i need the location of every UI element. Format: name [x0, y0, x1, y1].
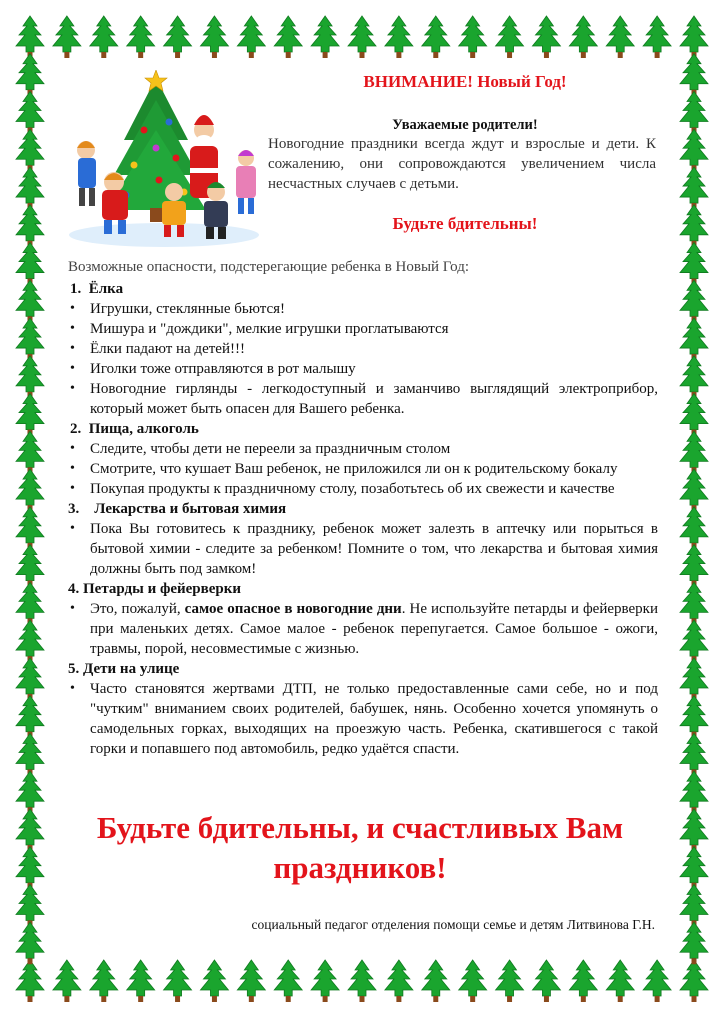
christmas-tree-icon [680, 167, 708, 209]
list-item: • Игрушки, стеклянные бьются! [70, 301, 286, 317]
section-number: 2. [70, 421, 82, 437]
christmas-tree-icon [385, 16, 413, 58]
christmas-tree-icon [16, 431, 44, 473]
christmas-tree-icon [16, 54, 44, 96]
christmas-tree-icon [459, 960, 487, 1002]
christmas-tree-icon [16, 696, 44, 738]
bullet-icon: • [70, 341, 75, 356]
christmas-tree-icon [16, 507, 44, 549]
child-far-right [236, 150, 256, 214]
christmas-tree-icon [16, 960, 44, 1002]
christmas-tree-icon [16, 129, 44, 171]
christmas-tree-icon [164, 16, 192, 58]
christmas-tree-icon [606, 16, 634, 58]
list-item: • Иголки тоже отправляются в рот малышу [70, 361, 356, 377]
section-number: 3. [68, 501, 80, 517]
section-items [68, 299, 658, 419]
bullet-icon: • [70, 681, 75, 696]
christmas-tree-icon [680, 771, 708, 813]
christmas-tree-icon [16, 545, 44, 587]
christmas-tree-icon [311, 16, 339, 58]
christmas-tree-icon [422, 960, 450, 1002]
section-title: Пища, алкоголь [88, 421, 199, 437]
christmas-tree-icon [680, 205, 708, 247]
christmas-tree-icon [643, 16, 671, 58]
christmas-tree-icon [496, 960, 524, 1002]
section-number: 1. [70, 281, 82, 297]
intro-paragraph: Новогодние праздники всегда ждут и взрослые и дети. К сожалению, они сопровождаются увеличением числа несчастных случаев с детьми. [268, 136, 656, 192]
christmas-tree-icon [90, 960, 118, 1002]
christmas-tree-icon [422, 16, 450, 58]
dangers-list [68, 279, 658, 759]
christmas-tree-icon [16, 356, 44, 398]
christmas-tree-icon [200, 960, 228, 1002]
christmas-tree-icon [237, 960, 265, 1002]
christmas-tree-icon [680, 658, 708, 700]
christmas-tree-icon [680, 16, 708, 58]
christmas-tree-icon [16, 582, 44, 624]
emphasis: самое опасное в новогодние дни [184, 601, 402, 617]
christmas-tree-icon [16, 733, 44, 775]
list-item: • Новогодние гирлянды - легкодоступный и заманчиво выглядящий электроприбор, который может быть опасен для Вашего ребенка. [70, 381, 658, 417]
section-items [68, 439, 658, 499]
christmas-tree-icon [16, 620, 44, 662]
christmas-tree-icon [53, 16, 81, 58]
christmas-tree-icon [680, 280, 708, 322]
list-item: • Мишура и "дождики", мелкие игрушки проглатываются [70, 321, 449, 337]
christmas-tree-icon [532, 16, 560, 58]
christmas-tree-icon [532, 960, 560, 1002]
section-heading [68, 419, 658, 439]
christmas-tree-icon [16, 847, 44, 889]
bullet-icon: • [70, 381, 75, 396]
list-item: • Это, пожалуй, самое опасное в новогодние дни. Не используйте петарды и фейерверки при маленьких детях. Самое малое - ребенок перепугается. Самое большое - ожоги, травмы, порой, несовместимые с жизнью. [70, 601, 658, 657]
section-number: 5. [68, 661, 80, 677]
section-items [68, 599, 658, 659]
christmas-tree-icon [348, 960, 376, 1002]
christmas-tree-icon [164, 960, 192, 1002]
christmas-tree-icon [680, 545, 708, 587]
christmas-tree-icon [680, 884, 708, 926]
christmas-tree-icon [53, 960, 81, 1002]
christmas-tree-icon [680, 696, 708, 738]
christmas-tree-icon [680, 582, 708, 624]
christmas-tree-icon [16, 658, 44, 700]
dangers-intro: Возможные опасности, подстерегающие ребенка в Новый Год: [68, 259, 470, 275]
christmas-tree-icon [680, 922, 708, 964]
christmas-tree-icon [16, 771, 44, 813]
page-title: ВНИМАНИЕ! Новый Год! [363, 72, 567, 91]
section-title: Лекарства и бытовая химия [94, 501, 287, 517]
greeting: Уважаемые родители! [392, 117, 538, 133]
christmas-tree-icon [459, 16, 487, 58]
christmas-tree-icon [127, 960, 155, 1002]
christmas-tree-icon [680, 318, 708, 360]
section-title: Петарды и фейерверки [83, 581, 242, 597]
christmas-tree-icon [16, 92, 44, 134]
christmas-tree-icon [680, 394, 708, 436]
list-item: • Следите, чтобы дети не переели за праздничным столом [70, 441, 451, 457]
christmas-tree-icon [680, 54, 708, 96]
christmas-tree-icon [237, 16, 265, 58]
section-title: Ёлка [88, 281, 124, 297]
bullet-icon: • [70, 321, 75, 336]
section-heading [68, 579, 658, 599]
christmas-tree-icon [606, 960, 634, 1002]
christmas-tree-icon [16, 205, 44, 247]
christmas-tree-icon [680, 469, 708, 511]
christmas-tree-icon [643, 960, 671, 1002]
closing-wish: Будьте бдительны, и счастливых Вам праздников! [96, 810, 624, 885]
christmas-tree-icon [680, 847, 708, 889]
section-heading [68, 659, 658, 679]
vigilant-heading: Будьте бдительны! [392, 214, 538, 233]
christmas-tree-icon [16, 884, 44, 926]
bullet-icon: • [70, 441, 75, 456]
christmas-tree-icon [385, 960, 413, 1002]
christmas-tree-icon [680, 809, 708, 851]
section-items [68, 519, 658, 579]
bullet-icon: • [70, 361, 75, 376]
list-item: • Ёлки падают на детей!!! [70, 341, 245, 357]
christmas-tree-icon [274, 16, 302, 58]
list-item: • Часто становятся жертвами ДТП, не только предоставленные сами себе, но и под "чутким" вниманием своих родителей, бабушек, нянь. Особенно хочется упомянуть о самодельных горках, выходящих на проезжую часть. Ребенка, скатившегося с такой горки и попавшего под автомобиль, редко удаётся спасти. [70, 681, 658, 757]
christmas-tree-icon [90, 16, 118, 58]
bullet-icon: • [70, 461, 75, 476]
christmas-tree-icon [16, 167, 44, 209]
list-item: • Покупая продукты к праздничному столу, позаботьтесь об их свежести и качестве [70, 481, 615, 497]
christmas-tree-icon [16, 394, 44, 436]
christmas-tree-icon [200, 16, 228, 58]
bullet-icon: • [70, 301, 75, 316]
christmas-tree-icon [680, 733, 708, 775]
christmas-tree-icon [348, 16, 376, 58]
christmas-tree-icon [16, 243, 44, 285]
christmas-tree-icon [16, 280, 44, 322]
christmas-tree-icon [16, 469, 44, 511]
christmas-tree-icon [274, 960, 302, 1002]
christmas-tree-icon [680, 243, 708, 285]
bullet-icon: • [70, 521, 75, 536]
signature: социальный педагог отделения помощи семье и детям Литвинова Г.Н. [251, 917, 655, 932]
christmas-tree-icon [680, 356, 708, 398]
section-items [68, 679, 658, 759]
section-heading [68, 499, 658, 519]
christmas-tree-icon [569, 16, 597, 58]
section-number: 4. [68, 581, 80, 597]
bullet-icon: • [70, 601, 75, 616]
christmas-tree-icon [569, 960, 597, 1002]
child-left-top [77, 141, 96, 206]
list-item: • Пока Вы готовитесь к празднику, ребенок может залезть в аптечку или порыться в бытовой химии - следите за ребенком! Помните о том, что лекарства и бытовая химия должны быть под замком! [70, 521, 658, 577]
christmas-tree-icon [680, 620, 708, 662]
christmas-tree-icon [16, 809, 44, 851]
bullet-icon: • [70, 481, 75, 496]
christmas-tree-icon [311, 960, 339, 1002]
christmas-tree-icon [680, 960, 708, 1002]
christmas-tree-icon [680, 507, 708, 549]
christmas-tree-icon [16, 16, 44, 58]
section-heading [68, 279, 658, 299]
christmas-tree-icon [680, 431, 708, 473]
christmas-tree-icon [16, 922, 44, 964]
christmas-tree-icon [16, 318, 44, 360]
christmas-tree-icon [127, 16, 155, 58]
children-around-tree-illustration [64, 70, 264, 250]
christmas-tree-icon [680, 129, 708, 171]
christmas-tree-icon [680, 92, 708, 134]
section-title: Дети на улице [83, 661, 180, 677]
list-item: • Смотрите, что кушает Ваш ребенок, не приложился ли он к родительскому бокалу [70, 461, 618, 477]
christmas-tree-icon [496, 16, 524, 58]
